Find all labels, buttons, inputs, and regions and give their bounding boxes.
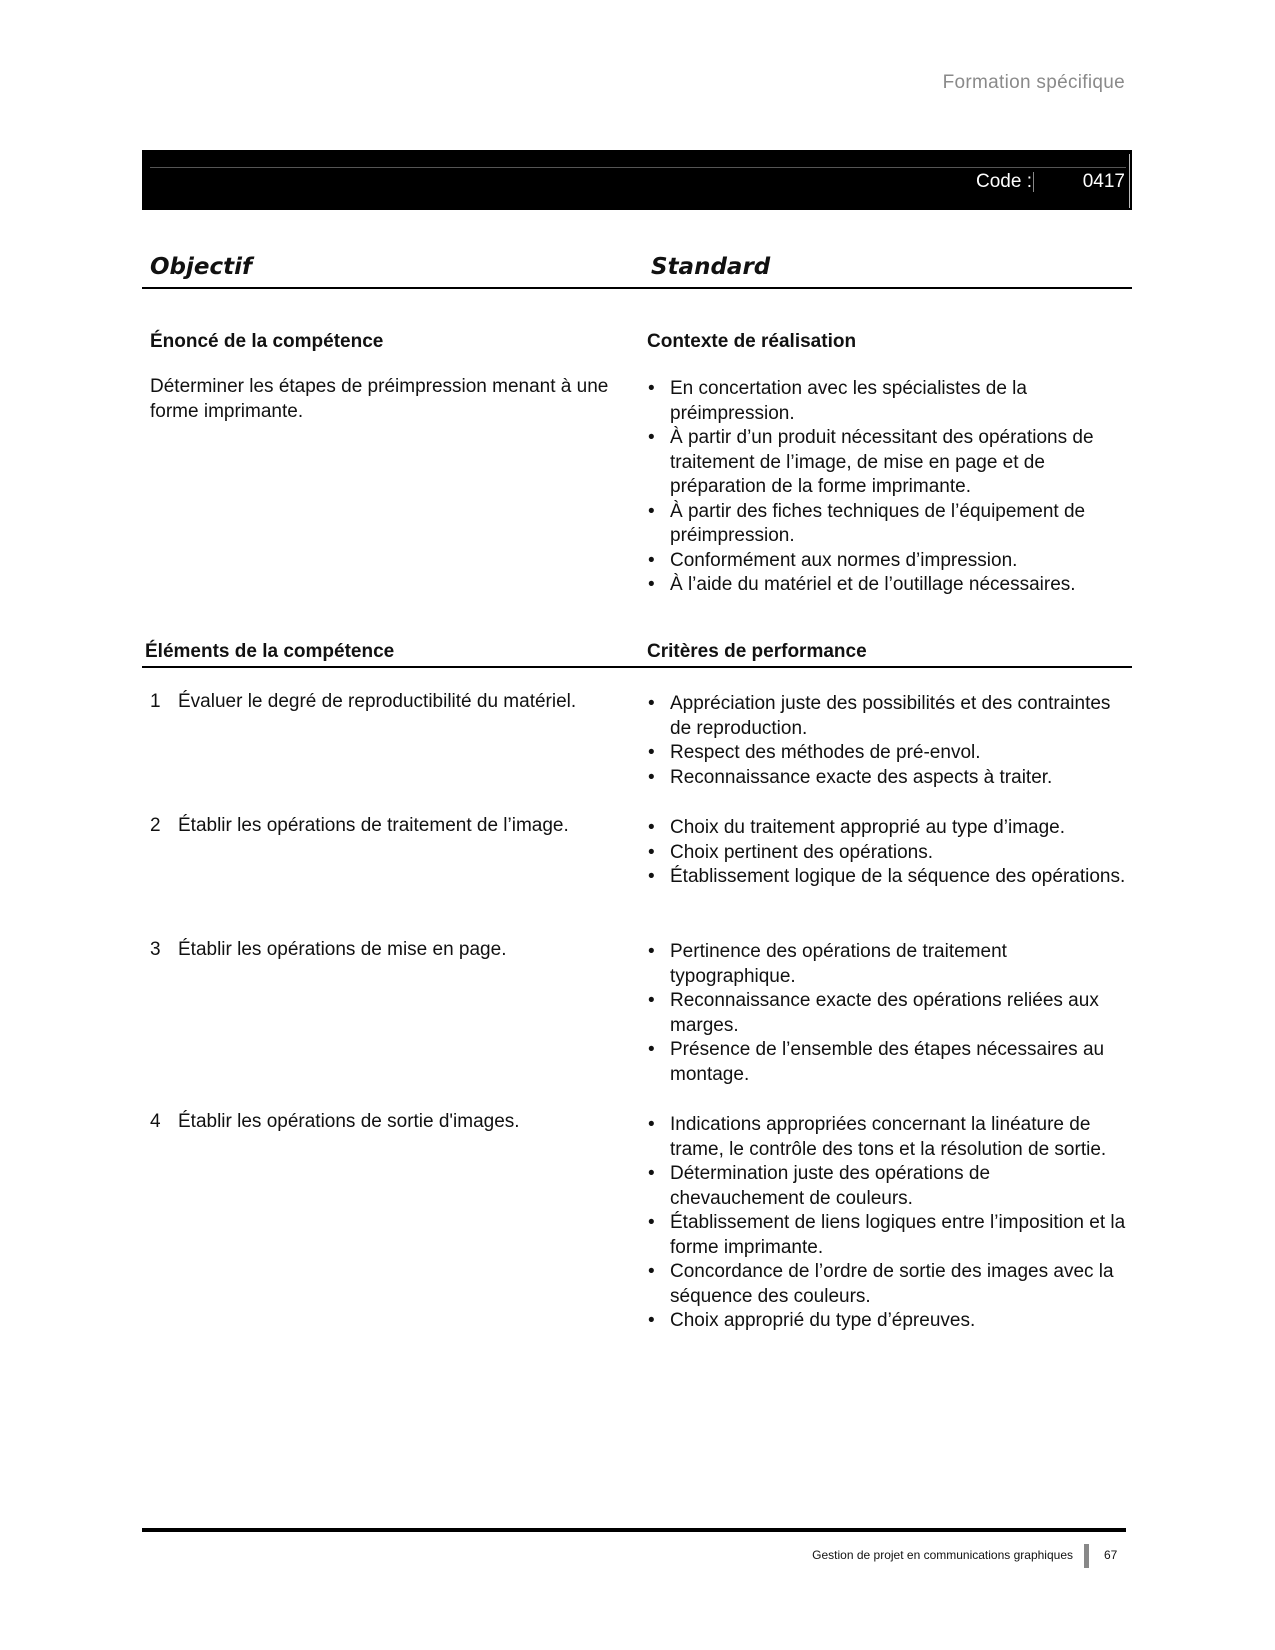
criteres-heading: Critères de performance bbox=[647, 641, 867, 662]
element-row bbox=[150, 690, 620, 715]
elements-heading: Éléments de la compétence bbox=[145, 641, 395, 662]
enonce-heading: Énoncé de la compétence bbox=[150, 331, 384, 352]
criteria-item: • Pertinence des opérations de traitement typographique. bbox=[647, 940, 1127, 989]
element-number: 1 bbox=[150, 691, 161, 712]
section-rule bbox=[142, 666, 1132, 668]
element-text: Évaluer le degré de reproductibilité du matériel. bbox=[178, 691, 577, 712]
footer-title: Gestion de projet en communications graphiques bbox=[812, 1548, 1073, 1562]
objectif-title: Objectif bbox=[150, 254, 253, 280]
criteria-item: • Reconnaissance exacte des opérations reliées aux marges. bbox=[647, 989, 1127, 1038]
criteria-item: • Établissement logique de la séquence des opérations. bbox=[647, 865, 1127, 890]
criteria-item: • Appréciation juste des possibilités et des contraintes de reproduction. bbox=[647, 692, 1127, 741]
criteria-item: • Indications appropriées concernant la linéature de trame, le contrôle des tons et la résolution de sortie. bbox=[647, 1113, 1127, 1162]
criteria-item: • Choix du traitement approprié au type d’image. bbox=[647, 816, 1127, 841]
criteria-item: • Concordance de l’ordre de sortie des images avec la séquence des couleurs. bbox=[647, 1260, 1127, 1309]
page-number: 67 bbox=[1104, 1548, 1118, 1562]
criteria-list bbox=[647, 692, 1127, 790]
standard-title: Standard bbox=[651, 254, 771, 280]
code-label: Code : bbox=[976, 171, 1032, 192]
contexte-list bbox=[647, 377, 1127, 598]
element-row bbox=[150, 814, 620, 839]
element-row bbox=[150, 1110, 620, 1135]
contexte-heading: Contexte de réalisation bbox=[647, 331, 857, 352]
criteria-item: • Respect des méthodes de pré-envol. bbox=[647, 741, 1127, 766]
contexte-item: • À l’aide du matériel et de l’outillage nécessaires. bbox=[647, 573, 1127, 598]
code-banner bbox=[142, 150, 1132, 210]
element-number: 2 bbox=[150, 815, 161, 836]
criteria-item: • Reconnaissance exacte des aspects à traiter. bbox=[647, 766, 1127, 791]
code-separator bbox=[1033, 172, 1034, 192]
element-row bbox=[150, 938, 620, 963]
criteria-item: • Établissement de liens logiques entre l’imposition et la forme imprimante. bbox=[647, 1211, 1127, 1260]
criteria-item: • Choix pertinent des opérations. bbox=[647, 841, 1127, 866]
element-text: Établir les opérations de traitement de l’image. bbox=[178, 815, 569, 836]
column-title-rule bbox=[142, 287, 1132, 289]
enonce-text: Déterminer les étapes de préimpression menant à une forme imprimante. bbox=[150, 376, 609, 422]
contexte-item: • Conformément aux normes d’impression. bbox=[647, 549, 1127, 574]
running-head: Formation spécifique bbox=[942, 72, 1125, 93]
banner-edge bbox=[1129, 154, 1130, 208]
contexte-item: • À partir des fiches techniques de l’équipement de préimpression. bbox=[647, 500, 1127, 549]
contexte-item: • À partir d’un produit nécessitant des opérations de traitement de l’image, de mise en page et de préparation de la forme imprimante. bbox=[647, 426, 1127, 500]
element-number: 3 bbox=[150, 939, 161, 960]
criteria-item: • Détermination juste des opérations de chevauchement de couleurs. bbox=[647, 1162, 1127, 1211]
contexte-item: • En concertation avec les spécialistes de la préimpression. bbox=[647, 377, 1127, 426]
criteria-item: • Choix approprié du type d’épreuves. bbox=[647, 1309, 1127, 1334]
criteria-item: • Présence de l’ensemble des étapes nécessaires au montage. bbox=[647, 1038, 1127, 1087]
element-text: Établir les opérations de mise en page. bbox=[178, 939, 507, 960]
criteria-list bbox=[647, 1113, 1127, 1334]
criteria-list bbox=[647, 940, 1127, 1087]
criteria-list bbox=[647, 816, 1127, 890]
footer-separator bbox=[1084, 1544, 1089, 1568]
element-text: Établir les opérations de sortie d'images. bbox=[178, 1111, 520, 1132]
code-value: 0417 bbox=[1082, 171, 1125, 192]
banner-rule bbox=[150, 167, 1126, 168]
footer-rule bbox=[142, 1528, 1126, 1532]
element-number: 4 bbox=[150, 1111, 161, 1132]
